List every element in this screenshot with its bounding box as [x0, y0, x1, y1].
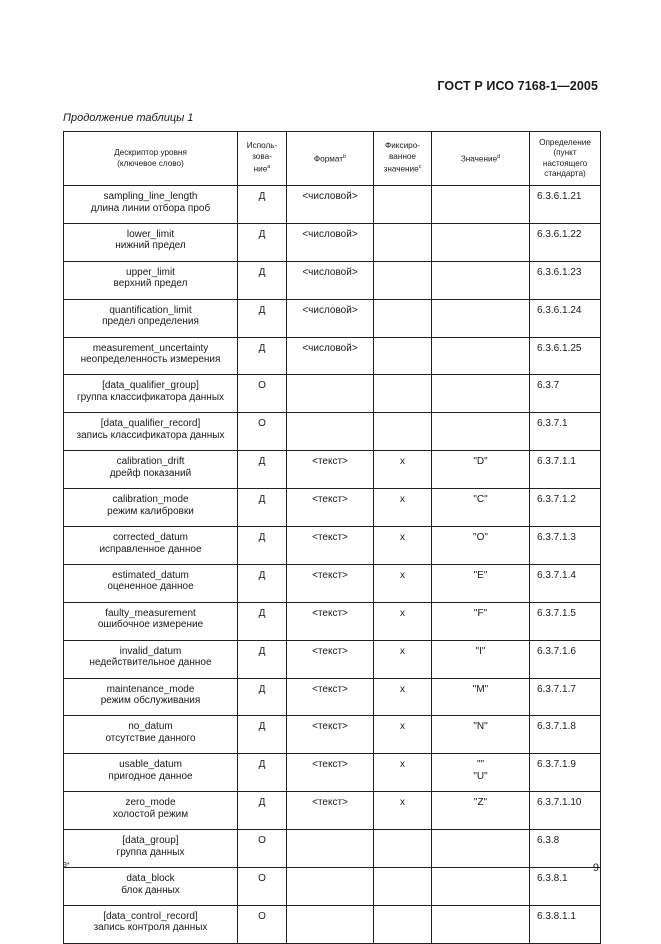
descriptor-cell: [64, 451, 238, 489]
table-row: [64, 375, 601, 413]
format-cell: <текст>: [287, 527, 374, 565]
table-row: [64, 716, 601, 754]
table-row: [64, 830, 601, 868]
descriptor-name: неопределенность измерения: [80, 354, 221, 366]
value-cell: "O": [432, 527, 530, 565]
header-value: [432, 132, 530, 186]
header-line: значение: [383, 165, 419, 175]
value-cell: [432, 830, 530, 868]
usage-cell: Д: [238, 716, 287, 754]
definition-cell: 6.3.7.1.9: [530, 754, 601, 792]
keyword: corrected_datum: [112, 532, 189, 544]
keyword: [data_qualifier_group]: [102, 380, 199, 392]
header-descriptor: [64, 132, 238, 186]
keyword: lower_limit: [126, 228, 175, 240]
descriptor-name: режим обслуживания: [100, 695, 201, 707]
descriptor-cell: [64, 299, 238, 337]
value-cell: "F": [432, 602, 530, 640]
table-row: [64, 261, 601, 299]
fixed-value-cell: [374, 337, 432, 375]
descriptor-cell: [64, 602, 238, 640]
usage-cell: О: [238, 413, 287, 451]
definition-cell: 6.3.7.1: [530, 413, 601, 451]
table-row: [64, 489, 601, 527]
descriptor-cell: [64, 716, 238, 754]
table-row: [64, 527, 601, 565]
table-row: [64, 678, 601, 716]
fixed-value-cell: x: [374, 527, 432, 565]
usage-cell: Д: [238, 678, 287, 716]
fixed-value-cell: x: [374, 640, 432, 678]
fixed-value-cell: x: [374, 716, 432, 754]
definition-cell: 6.3.8.1: [530, 868, 601, 906]
format-cell: <текст>: [287, 678, 374, 716]
format-cell: <текст>: [287, 754, 374, 792]
usage-cell: О: [238, 830, 287, 868]
format-cell: <текст>: [287, 716, 374, 754]
header-line: (ключевое слово): [117, 158, 184, 168]
format-cell: <текст>: [287, 792, 374, 830]
descriptor-name: группа данных: [116, 846, 185, 858]
format-cell: [287, 868, 374, 906]
value-cell: "C": [432, 489, 530, 527]
definition-cell: 6.3.7.1.3: [530, 527, 601, 565]
usage-cell: Д: [238, 186, 287, 224]
format-cell: [287, 830, 374, 868]
keyword: calibration_mode: [112, 494, 189, 506]
descriptor-name: запись классификатора данных: [76, 429, 225, 441]
header-line: Определение: [539, 137, 591, 147]
header-definition: [530, 132, 601, 186]
fixed-value-cell: [374, 905, 432, 943]
descriptor-name: недействительное данное: [89, 657, 212, 669]
descriptor-name: оцененное данное: [107, 581, 194, 593]
definition-cell: 6.3.7.1.6: [530, 640, 601, 678]
fixed-value-cell: [374, 413, 432, 451]
format-cell: <текст>: [287, 489, 374, 527]
fixed-value-cell: [374, 375, 432, 413]
footer-mark: 3*: [63, 862, 70, 869]
usage-cell: Д: [238, 564, 287, 602]
descriptor-cell: [64, 678, 238, 716]
descriptor-name: отсутствие данного: [105, 732, 196, 744]
keyword: maintenance_mode: [106, 683, 195, 695]
header-line: Исполь-: [246, 141, 278, 151]
fixed-value-cell: x: [374, 602, 432, 640]
keyword: usable_datum: [119, 759, 182, 771]
keyword: upper_limit: [126, 266, 175, 278]
descriptor-cell: [64, 868, 238, 906]
header-format: [287, 132, 374, 186]
usage-cell: Д: [238, 792, 287, 830]
descriptor-table: [63, 131, 601, 944]
table-row: [64, 451, 601, 489]
fixed-value-cell: [374, 186, 432, 224]
table-row: [64, 337, 601, 375]
descriptor-cell: [64, 375, 238, 413]
keyword: [data_control_record]: [103, 910, 198, 922]
format-cell: <текст>: [287, 602, 374, 640]
descriptor-cell: [64, 413, 238, 451]
usage-cell: О: [238, 868, 287, 906]
value-cell: [432, 261, 530, 299]
descriptor-cell: [64, 186, 238, 224]
definition-cell: 6.3.6.1.21: [530, 186, 601, 224]
descriptor-name: предел определения: [102, 316, 199, 328]
fixed-value-cell: [374, 299, 432, 337]
table-header-row: [64, 132, 601, 186]
descriptor-cell: [64, 830, 238, 868]
footnote-marker: c: [418, 164, 422, 171]
usage-cell: О: [238, 905, 287, 943]
table-body: [64, 186, 601, 944]
header-line: ванное: [389, 151, 416, 161]
format-cell: <текст>: [287, 640, 374, 678]
header-usage: [238, 132, 287, 186]
header-line: ние: [253, 165, 268, 175]
fixed-value-cell: [374, 223, 432, 261]
definition-cell: 6.3.6.1.25: [530, 337, 601, 375]
format-cell: <текст>: [287, 451, 374, 489]
value-cell: "Z": [432, 792, 530, 830]
definition-cell: 6.3.6.1.22: [530, 223, 601, 261]
value-cell: "" "U": [432, 754, 530, 792]
descriptor-name: группа классификатора данных: [76, 391, 225, 403]
descriptor-name: дрейф показаний: [109, 467, 192, 479]
value-cell: [432, 413, 530, 451]
descriptor-cell: [64, 527, 238, 565]
descriptor-cell: [64, 640, 238, 678]
descriptor-name: ошибочное измерение: [97, 619, 204, 631]
header-line: Фиксиро-: [385, 141, 420, 151]
footnote-marker: a: [267, 164, 271, 171]
descriptor-cell: [64, 337, 238, 375]
usage-cell: Д: [238, 754, 287, 792]
table-row: [64, 792, 601, 830]
footnote-marker: d: [497, 153, 501, 160]
descriptor-name: запись контроля данных: [93, 922, 208, 934]
format-cell: <числовой>: [287, 337, 374, 375]
descriptor-cell: [64, 223, 238, 261]
value-cell: "E": [432, 564, 530, 602]
definition-cell: 6.3.7: [530, 375, 601, 413]
descriptor-cell: [64, 792, 238, 830]
footnote-marker: b: [343, 153, 347, 160]
usage-cell: Д: [238, 602, 287, 640]
fixed-value-cell: [374, 261, 432, 299]
table-row: [64, 905, 601, 943]
format-cell: [287, 905, 374, 943]
value-cell: [432, 868, 530, 906]
fixed-value-cell: x: [374, 451, 432, 489]
value-cell: [432, 186, 530, 224]
usage-cell: О: [238, 375, 287, 413]
value-cell: [432, 223, 530, 261]
usage-cell: Д: [238, 640, 287, 678]
descriptor-cell: [64, 261, 238, 299]
definition-cell: 6.3.7.1.1: [530, 451, 601, 489]
keyword: [data_qualifier_record]: [100, 418, 201, 430]
header-line: Дескриптор уровня: [114, 148, 187, 157]
fixed-value-cell: x: [374, 678, 432, 716]
descriptor-name: верхний предел: [113, 278, 188, 290]
value-cell: [432, 375, 530, 413]
table-row: [64, 186, 601, 224]
descriptor-cell: [64, 905, 238, 943]
definition-cell: 6.3.7.1.8: [530, 716, 601, 754]
keyword: [data_group]: [122, 835, 179, 847]
keyword: zero_mode: [125, 797, 176, 809]
descriptor-name: пригодное данное: [108, 770, 193, 782]
fixed-value-cell: x: [374, 564, 432, 602]
fixed-value-cell: x: [374, 792, 432, 830]
header-line: зова-: [252, 151, 272, 161]
fixed-value-cell: x: [374, 489, 432, 527]
format-cell: [287, 413, 374, 451]
keyword: measurement_uncertainty: [92, 342, 209, 354]
definition-cell: 6.3.7.1.2: [530, 489, 601, 527]
keyword: data_block: [126, 873, 175, 885]
format-cell: <текст>: [287, 564, 374, 602]
table-row: [64, 868, 601, 906]
table-row: [64, 602, 601, 640]
usage-cell: Д: [238, 299, 287, 337]
table-row: [64, 564, 601, 602]
descriptor-name: режим калибровки: [107, 505, 194, 517]
definition-cell: 6.3.7.1.10: [530, 792, 601, 830]
usage-cell: Д: [238, 261, 287, 299]
usage-cell: Д: [238, 337, 287, 375]
value-cell: "D": [432, 451, 530, 489]
format-cell: <числовой>: [287, 186, 374, 224]
table-row: [64, 640, 601, 678]
value-cell: "M": [432, 678, 530, 716]
definition-cell: 6.3.7.1.7: [530, 678, 601, 716]
fixed-value-cell: [374, 830, 432, 868]
format-cell: <числовой>: [287, 223, 374, 261]
definition-cell: 6.3.8.1.1: [530, 905, 601, 943]
header-line: Значение: [460, 154, 498, 164]
keyword: no_datum: [128, 721, 173, 733]
header-line: (пункт: [553, 148, 577, 157]
usage-cell: Д: [238, 223, 287, 261]
header-line: настоящего: [542, 158, 588, 168]
value-cell: [432, 905, 530, 943]
descriptor-name: нижний предел: [115, 240, 186, 252]
keyword: faulty_measurement: [105, 607, 196, 619]
fixed-value-cell: [374, 868, 432, 906]
definition-cell: 6.3.6.1.23: [530, 261, 601, 299]
keyword: quantification_limit: [109, 304, 192, 316]
descriptor-name: исправленное данное: [99, 543, 202, 555]
page-number: 9: [592, 862, 599, 874]
descriptor-name: блок данных: [121, 884, 180, 896]
header-line: Формат: [313, 154, 344, 164]
keyword: invalid_datum: [119, 645, 182, 657]
format-cell: [287, 375, 374, 413]
table-row: [64, 754, 601, 792]
definition-cell: 6.3.6.1.24: [530, 299, 601, 337]
definition-cell: 6.3.7.1.5: [530, 602, 601, 640]
descriptor-cell: [64, 489, 238, 527]
standard-code: ГОСТ Р ИСО 7168-1—2005: [437, 79, 598, 93]
usage-cell: Д: [238, 451, 287, 489]
format-cell: <числовой>: [287, 299, 374, 337]
value-cell: "N": [432, 716, 530, 754]
descriptor-name: холостой режим: [112, 808, 189, 820]
definition-cell: 6.3.7.1.4: [530, 564, 601, 602]
definition-cell: 6.3.8: [530, 830, 601, 868]
table-row: [64, 223, 601, 261]
keyword: sampling_line_length: [103, 191, 198, 202]
format-cell: <числовой>: [287, 261, 374, 299]
table-row: [64, 413, 601, 451]
value-cell: [432, 299, 530, 337]
fixed-value-cell: x: [374, 754, 432, 792]
value-cell: "I": [432, 640, 530, 678]
table-row: [64, 299, 601, 337]
keyword: estimated_datum: [112, 569, 189, 581]
descriptor-name: длина линии отбора проб: [90, 202, 211, 214]
header-line: стандарта): [544, 169, 586, 178]
descriptor-cell: [64, 754, 238, 792]
keyword: calibration_drift: [116, 456, 185, 468]
table-caption: Продолжение таблицы 1: [63, 112, 194, 124]
value-cell: [432, 337, 530, 375]
descriptor-cell: [64, 564, 238, 602]
usage-cell: Д: [238, 489, 287, 527]
header-fixed-value: [374, 132, 432, 186]
usage-cell: Д: [238, 527, 287, 565]
